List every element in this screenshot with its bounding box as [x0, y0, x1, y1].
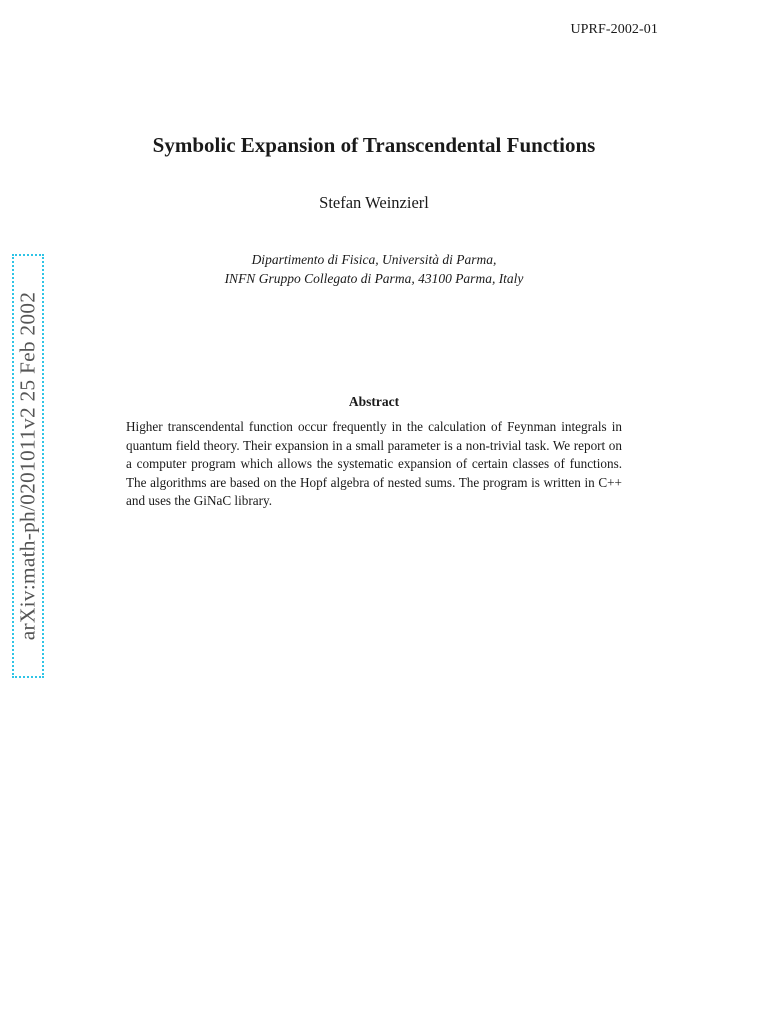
arxiv-stamp [12, 254, 44, 678]
abstract-body: Higher transcendental function occur frequently in the calculation of Feynman integrals in quantum field theory. Their expansion in a small parameter is a non-trivial task. We report on a computer program which allows the systematic expansion of certain classes of functions. The algorithms are based on the Hopf algebra of nested sums. The program is written in C++ and uses the GiNaC library. [126, 419, 622, 508]
report-number: UPRF-2002-01 [570, 22, 658, 37]
abstract-heading: Abstract [348, 394, 400, 409]
arxiv-identifier: arXiv:math-ph/0201011v2 25 Feb 2002 [15, 291, 40, 641]
author-name: Stefan Weinzierl [319, 193, 429, 212]
paper-title: Symbolic Expansion of Transcendental Functions [152, 133, 596, 157]
affiliation-line-2: INFN Gruppo Collegato di Parma, 43100 Parma, Italy [224, 271, 524, 286]
affiliation [0, 250, 748, 288]
affiliation-line-1: Dipartimento di Fisica, Università di Parma, [251, 252, 497, 267]
